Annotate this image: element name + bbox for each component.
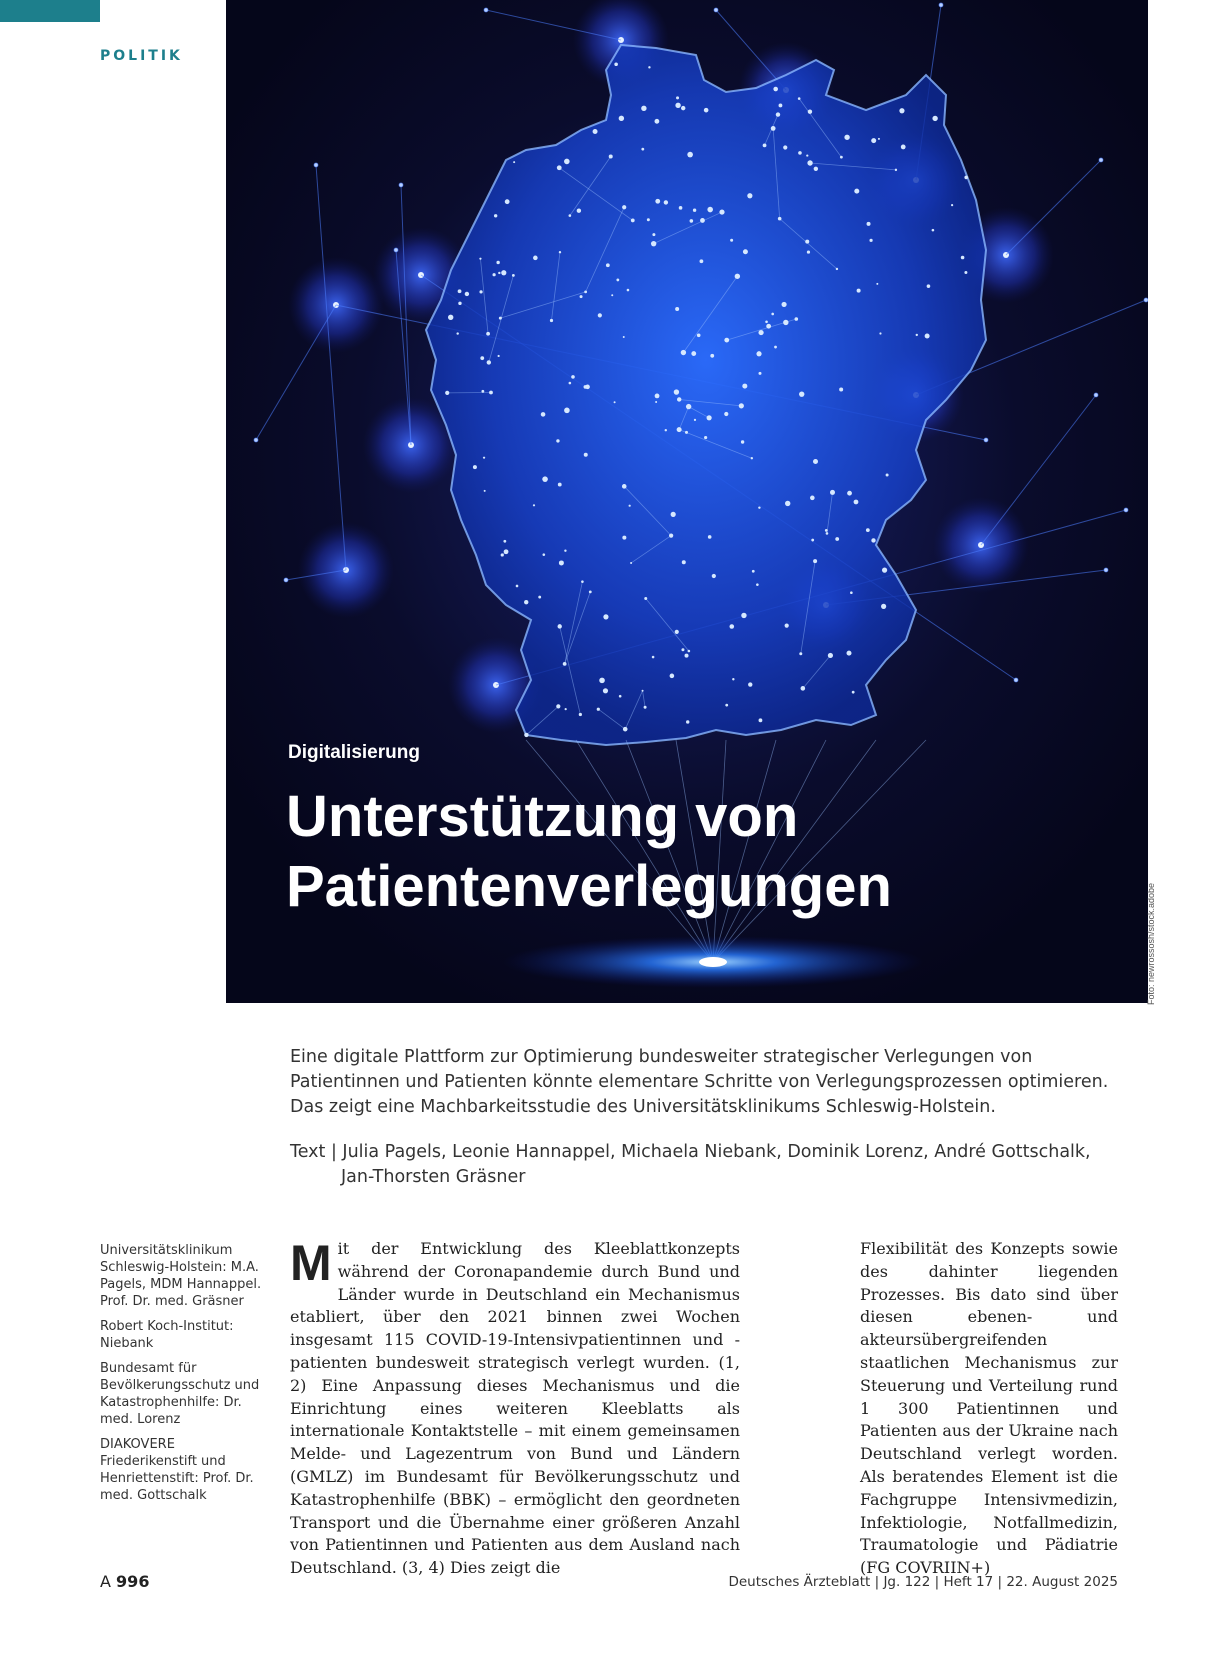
article-headline (286, 782, 892, 922)
hero-image (226, 0, 1148, 1003)
page-number (100, 1572, 149, 1591)
byline-line-1: Text | Julia Pagels, Leonie Hannappel, Michaela Niebank, Dominik Lorenz, André Gottschalk, (290, 1142, 1091, 1162)
headline-line-2: Patientenverlegungen (286, 854, 892, 919)
byline-line-2: Jan-Thorsten Gräsner (341, 1167, 526, 1187)
article-lead: Eine digitale Plattform zur Optimierung bundesweiter strategischer Verlegungen von Patientinnen und Patienten könnte elementare Schritte von Verlegungsprozessen optimieren. Das zeigt eine Machbarkeitsstudie des Universitätsklinikums Schleswig-Holstein. (290, 1047, 1109, 1117)
article-byline (290, 1140, 1140, 1190)
author-affiliations (100, 1242, 270, 1512)
section-label: POLITIK (100, 48, 183, 64)
body-text-1: it der Entwicklung des Kleeblattkonzepts während der Coronapandemie durch Bund und Länder wurde in Deutschland ein Mechanismus etabliert, über den 2021 binnen zwei Wochen insgesamt 115 COVID-19-Intensivpatientinnen und -patienten bundesweit strategisch verlegt wurden. (1, 2) Eine Anpassung dieses Mechanismus und die Einrichtung eines weiteren Kleeblatts als internationale Kontaktstelle – mit einem gemeinsamen Melde- und Lagezentrum von Bund und Ländern (GMLZ) im Bundesamt für Bevölkerungsschutz und Katastrophenhilfe (BBK) – ermöglicht den geordneten Transport und die Übernahme einer größeren Anzahl von Patientinnen und Patienten aus dem Ausland nach Deutschland. (3, 4) Dies zeigt die (290, 1239, 740, 1578)
drop-cap: M (290, 1235, 332, 1291)
photo-credit: Foto: newrossosh/stock.adobe (1146, 882, 1156, 1005)
page-prefix: A (100, 1572, 111, 1591)
affiliation-item: Robert Koch-Institut: Niebank (100, 1319, 234, 1351)
article-kicker: Digitalisierung (288, 742, 420, 763)
page-number-value: 996 (116, 1572, 150, 1591)
affiliation-item: Bundesamt für Bevölkerungsschutz und Katastrophenhilfe: Dr. med. Lorenz (100, 1361, 260, 1427)
journal-footer: Deutsches Ärzteblatt | Jg. 122 | Heft 17 | 22. August 2025 (728, 1574, 1118, 1590)
body-column-1 (290, 1235, 740, 1580)
section-color-bar (0, 0, 100, 22)
body-column-2: Flexibilität des Konzepts sowie des dahinter liegenden Prozesses. Bis dato sind über diesen ebenen- und akteursübergreifenden staatlichen Mechanismus zur Steuerung und Verteilung rund 1 300 Patientinnen und Patienten aus der Ukraine nach Deutschland verlegt worden. Als beratendes Element ist die Fachgruppe Intensivmedizin, Infektiologie, Notfallmedizin, Traumatologie und Pädiatrie (FG COVRIIN+) (860, 1239, 1118, 1578)
headline-line-1: Unterstützung von (286, 784, 799, 849)
affiliation-item: DIAKOVERE Friederikenstift und Henriettenstift: Prof. Dr. med. Gottschalk (100, 1437, 254, 1503)
affiliation-item: Universitätsklinikum Schleswig-Holstein: M.A. Pagels, MDM Hannappel. Prof. Dr. med. Gräsner (100, 1243, 262, 1309)
